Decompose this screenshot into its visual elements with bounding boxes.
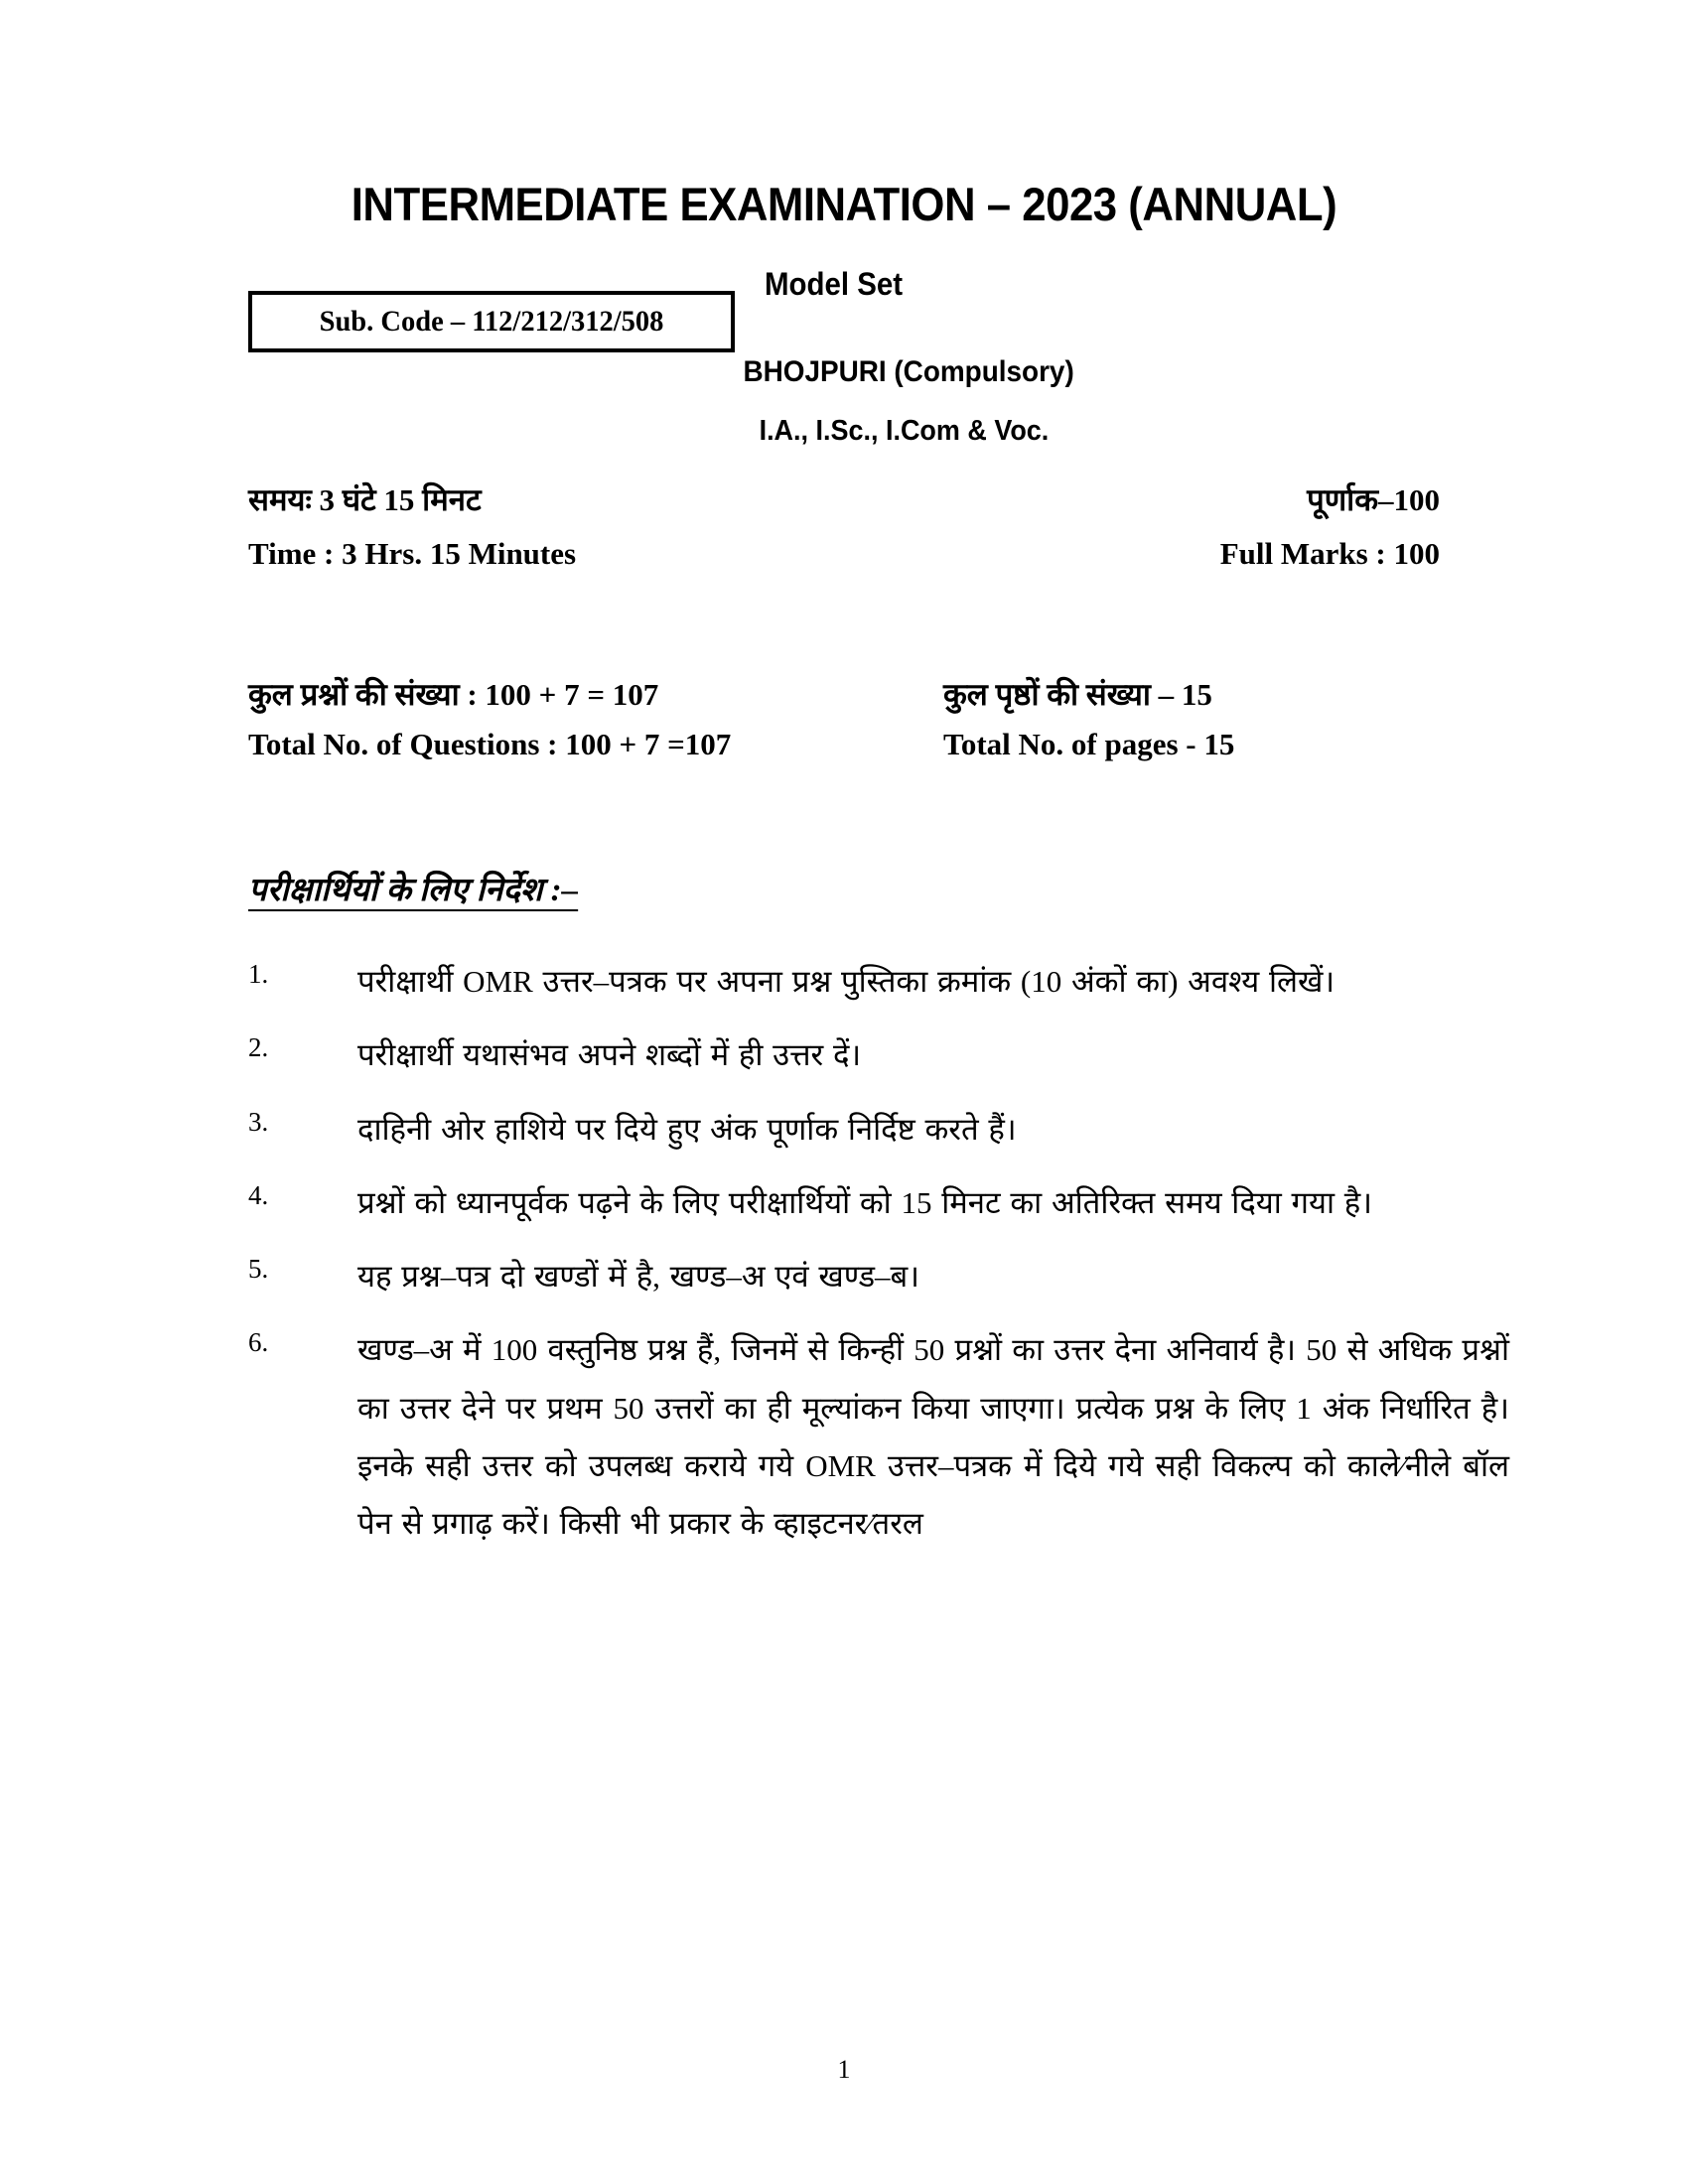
subject-code-box — [248, 291, 735, 352]
subject-name: BHOJPURI (Compulsory) — [743, 355, 1074, 388]
full-marks-value-english: Full Marks : 100 — [1219, 536, 1440, 571]
instruction-text: खण्ड–अ में 100 वस्तुनिष्ठ प्रश्न हैं, जिनमें से किन्हीं 50 प्रश्नों का उत्तर देना अनिवार्य है। 50 से अधिक प्रश्नों का उत्तर देने पर प्रथम 50 उत्तरों का ही मूल्यांकन किया जाएगा। प्रत्येक प्रश्न के लिए 1 अंक निर्धारित है। इनके सही उत्तर को उपलब्ध कराये गये OMR उत्तर–पत्रक में दिये गये सही विकल्प को काले⁄नीले बॉल पेन से प्रगाढ़ करें। किसी भी प्रकार के व्हाइटनर⁄तरल — [357, 1332, 1509, 1542]
totals-row-english — [248, 727, 1360, 762]
full-marks-value-hindi: पूर्णाक–100 — [1307, 482, 1440, 517]
instruction-text: प्रश्नों को ध्यानपूर्वक पढ़ने के लिए परीक्षार्थियों को 15 मिनट का अतिरिक्त समय दिया गया है। — [357, 1184, 1372, 1220]
instruction-number: 3. — [248, 1106, 269, 1137]
time-marks-row-hindi — [248, 478, 1440, 520]
time-marks-row-english — [248, 536, 1440, 572]
instructions-list — [248, 953, 1509, 1569]
total-pages-english: Total No. of pages - 15 — [943, 727, 1235, 761]
page-number: 1 — [837, 2055, 851, 2084]
instruction-number: 2. — [248, 1032, 269, 1063]
total-questions-hindi: कुल प्रश्नों की संख्या : 100 + 7 = 107 — [248, 677, 659, 712]
time-value-english: Time : 3 Hrs. 15 Minutes — [248, 536, 577, 571]
instruction-text: यह प्रश्न–पत्र दो खण्डों में है, खण्ड–अ एवं खण्ड–ब। — [357, 1259, 920, 1295]
instruction-item — [248, 1174, 1509, 1232]
instruction-number: 6. — [248, 1327, 269, 1358]
instruction-item — [248, 1026, 1509, 1084]
instructions-heading: परीक्षार्थियों के लिए निर्देश :– — [248, 873, 579, 908]
total-questions-english: Total No. of Questions : 100 + 7 =107 — [248, 727, 732, 761]
instruction-text: परीक्षार्थी यथासंभव अपने शब्दों में ही उत्तर दें। — [357, 1037, 862, 1073]
time-value-hindi: समयः 3 घंटे 15 मिनट — [248, 482, 482, 517]
subject-code-label: Sub. Code – 112/212/312/508 — [319, 305, 664, 338]
subject-streams: I.A., I.Sc., I.Com & Voc. — [759, 415, 1050, 447]
instruction-text: दाहिनी ओर हाशिये पर दिये हुए अंक पूर्णाक निर्दिष्ट करते हैं। — [357, 1111, 1017, 1147]
instruction-item — [248, 1101, 1509, 1159]
total-pages-hindi: कुल पृष्ठों की संख्या – 15 — [943, 677, 1212, 712]
page-title: INTERMEDIATE EXAMINATION – 2023 (ANNUAL) — [351, 178, 1337, 230]
model-set-label: Model Set — [765, 266, 904, 302]
totals-row-hindi — [248, 673, 1360, 715]
instruction-item — [248, 1321, 1509, 1553]
instruction-item — [248, 953, 1509, 1011]
instruction-item — [248, 1248, 1509, 1305]
instruction-number: 1. — [248, 959, 269, 989]
instruction-text: परीक्षार्थी OMR उत्तर–पत्रक पर अपना प्रश्न पुस्तिका क्रमांक (10 अंकों का) अवश्य लिखें। — [357, 964, 1336, 999]
instruction-number: 4. — [248, 1179, 269, 1210]
instruction-number: 5. — [248, 1254, 269, 1285]
